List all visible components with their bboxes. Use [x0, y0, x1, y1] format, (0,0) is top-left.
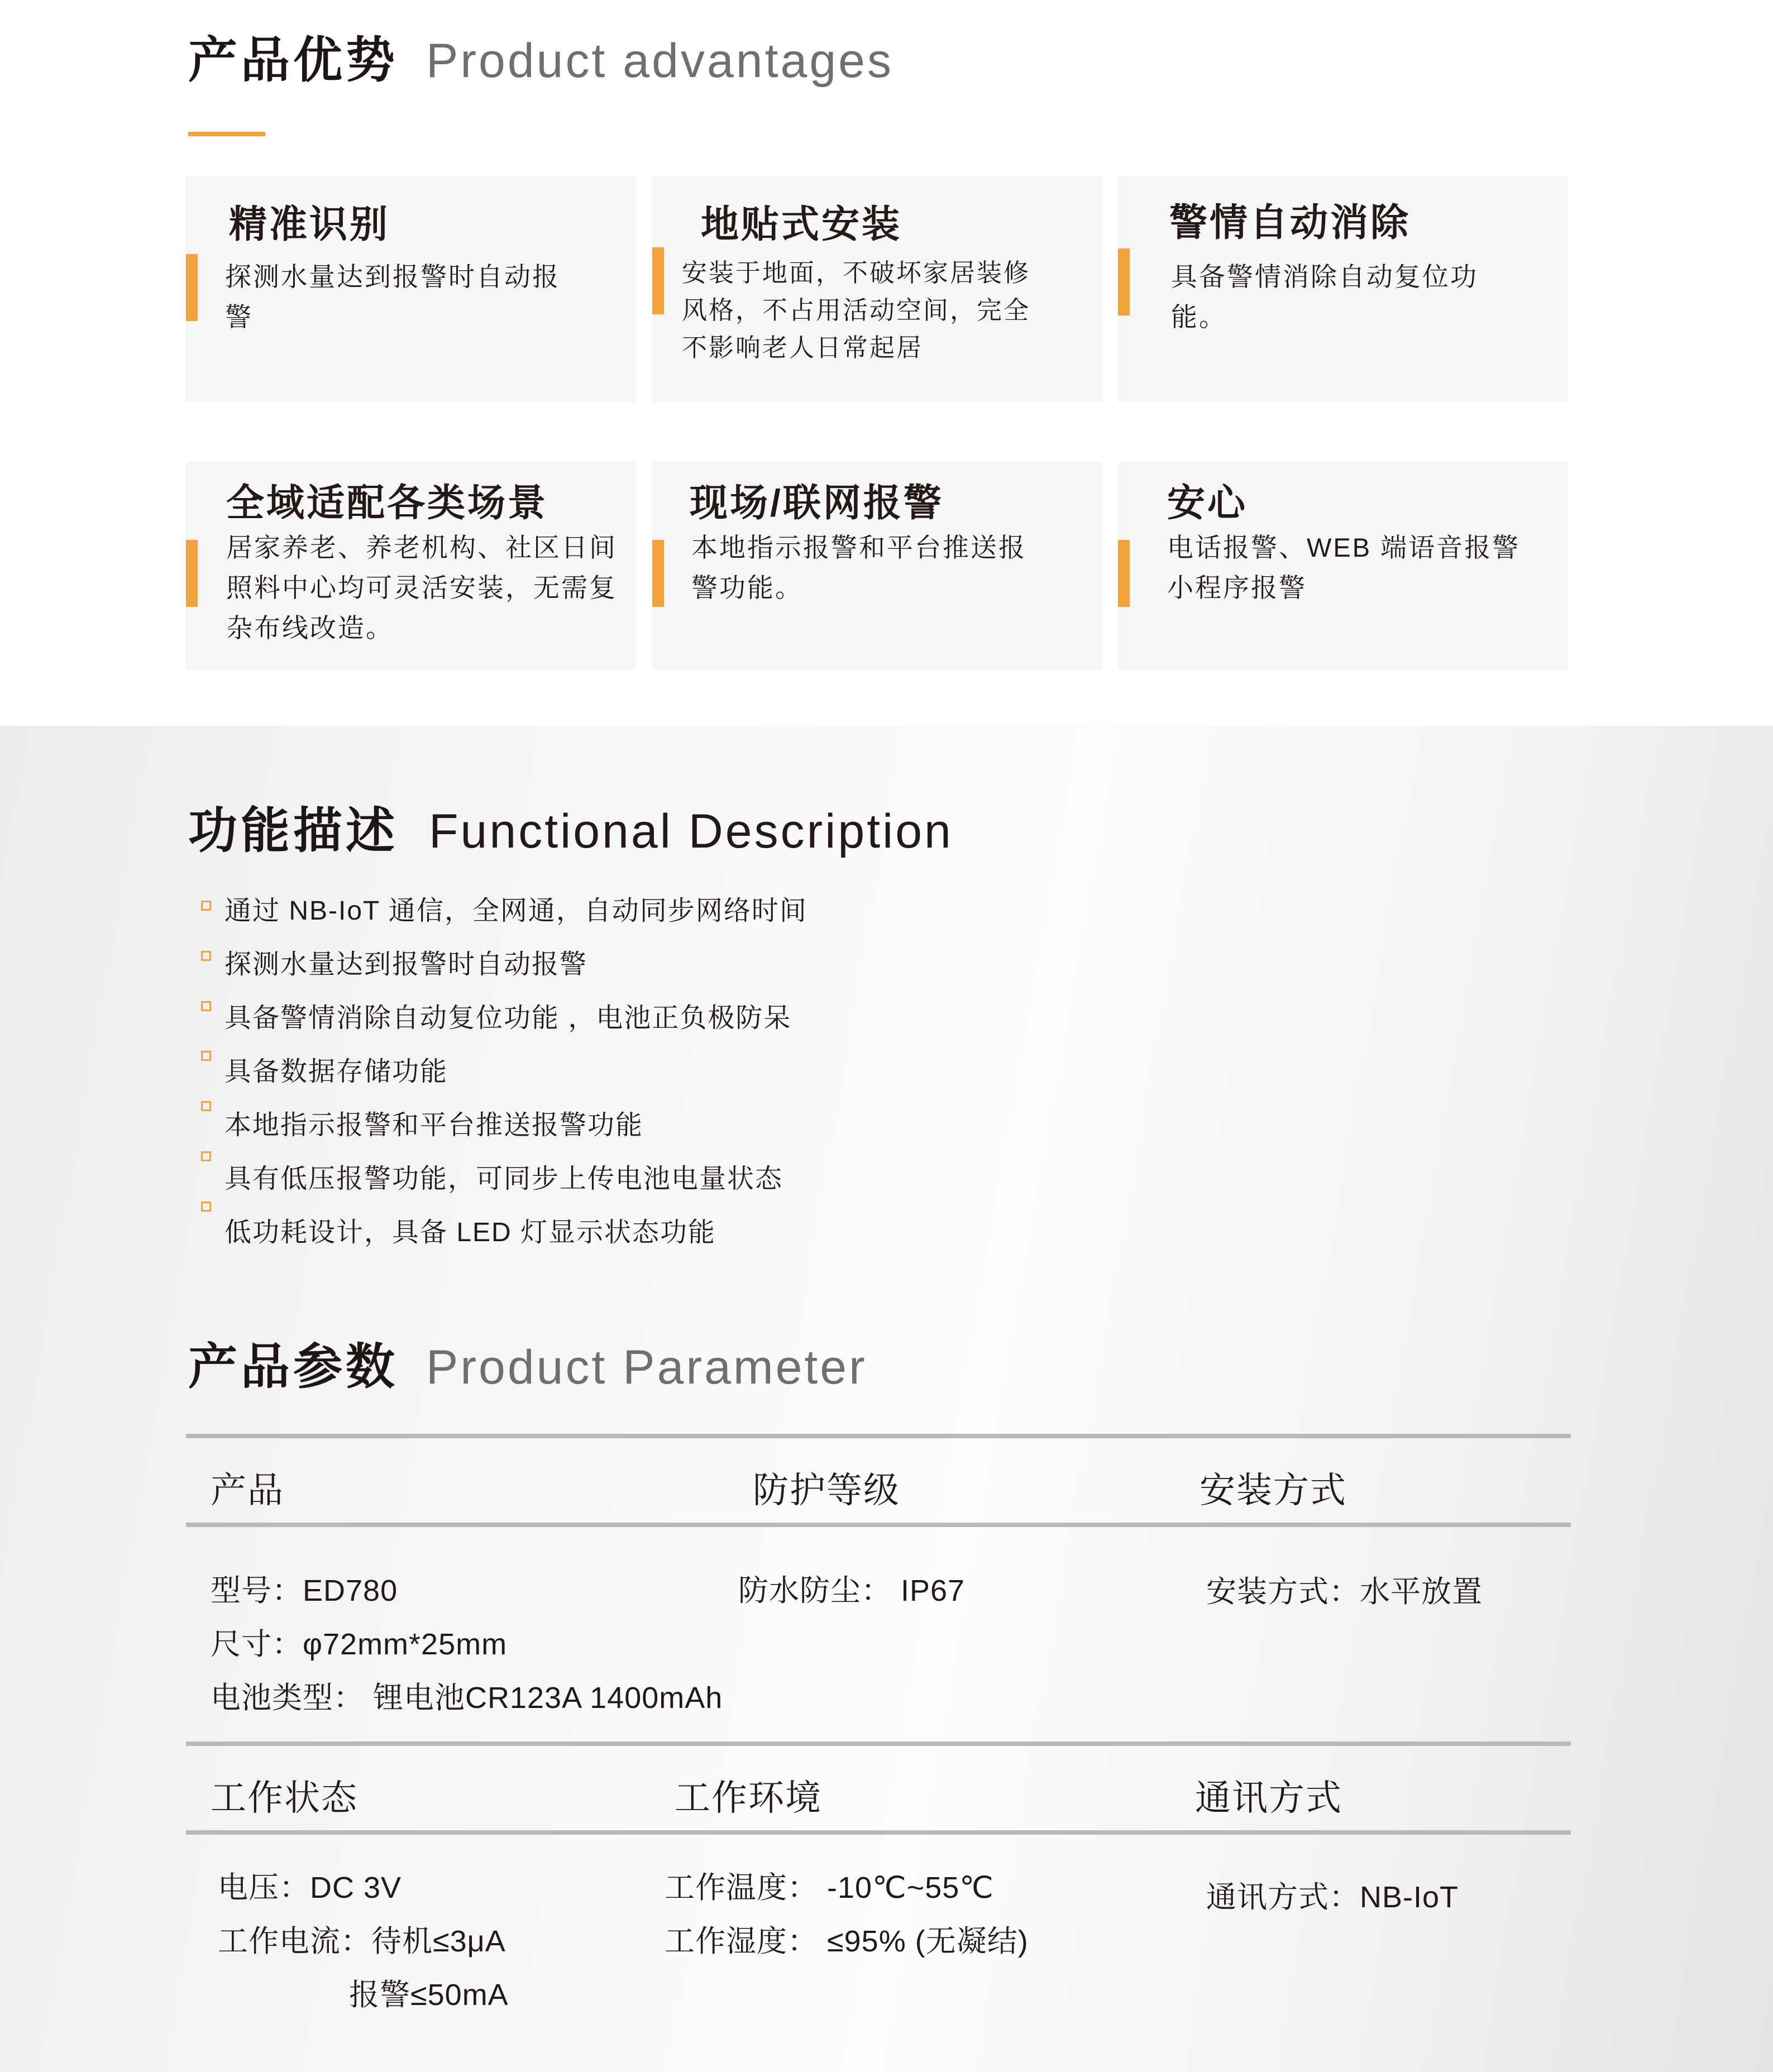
table2-header-status: 工作状态 — [211, 1778, 358, 1818]
table1-cell: 防水防尘： IP67 — [738, 1574, 966, 1607]
advantage-card-4 — [186, 462, 635, 670]
table2-cell: 电压：DC 3V — [218, 1871, 402, 1904]
advantage-card-1 — [186, 176, 635, 402]
table1-header-protection: 防护等级 — [753, 1470, 900, 1510]
card-title: 全域适配各类场景 — [226, 482, 548, 524]
card-title: 现场/联网报警 — [690, 482, 944, 524]
table1-header-product: 产品 — [211, 1470, 284, 1510]
table2-cell: 工作温度： -10℃~55℃ — [665, 1871, 994, 1904]
card-accent-bar — [186, 540, 198, 607]
card-accent-bar — [1118, 248, 1130, 315]
card-text: 安装于地面，不破坏家居装修风格，不占用活动空间，完全不影响老人日常起居 — [682, 259, 1031, 362]
parameters-title — [188, 1328, 867, 1398]
parameters-title-en: Product Parameter — [426, 1341, 867, 1394]
feature-item: 具备数据存储功能 — [224, 1057, 448, 1087]
bullet-square-icon — [201, 1101, 211, 1111]
advantage-card-6 — [1118, 462, 1567, 670]
title-accent-line — [188, 132, 265, 136]
advantages-title-cn: 产品优势 — [188, 32, 399, 88]
card-title: 安心 — [1167, 482, 1248, 524]
advantage-card-2 — [652, 176, 1102, 402]
card-title: 警情自动消除 — [1169, 202, 1411, 244]
table1-cell: 电池类型： 锂电池CR123A 1400mAh — [211, 1681, 723, 1715]
advantage-card-3 — [1118, 176, 1567, 402]
advantage-card-5 — [652, 462, 1102, 670]
functional-title-en: Functional Description — [429, 805, 953, 858]
table2-cell: 报警≤50mA — [349, 1978, 509, 2012]
card-text: 本地指示报警和平台推送报警功能。 — [691, 533, 1026, 602]
feature-item: 低功耗设计，具备 LED 灯显示状态功能 — [224, 1218, 716, 1247]
functional-title — [188, 792, 953, 862]
advantages-title — [188, 21, 893, 92]
card-title: 地贴式安装 — [701, 203, 902, 246]
table-rule-header — [186, 1830, 1571, 1835]
table1-header-installation: 安装方式 — [1199, 1470, 1347, 1510]
table2-header-environment: 工作环境 — [675, 1778, 822, 1818]
table-rule-top — [186, 1741, 1571, 1746]
table-rule-header — [186, 1523, 1571, 1527]
table2-header-communication: 通讯方式 — [1195, 1778, 1342, 1818]
table2-cell: 工作电流：待机≤3μA — [218, 1925, 506, 1958]
functional-title-cn: 功能描述 — [188, 803, 399, 858]
feature-item: 本地指示报警和平台推送报警功能 — [224, 1111, 644, 1140]
feature-item: 通过 NB-IoT 通信，全网通，自动同步网络时间 — [224, 896, 807, 926]
bullet-square-icon — [201, 901, 211, 911]
feature-item: 具备警情消除自动复位功能 ，电池正负极防呆 — [224, 1003, 792, 1033]
parameters-title-cn: 产品参数 — [188, 1339, 399, 1394]
bullet-square-icon — [201, 1151, 211, 1161]
table1-cell: 型号：ED780 — [211, 1574, 398, 1607]
card-accent-bar — [652, 540, 664, 607]
table1-cell: 安装方式：水平放置 — [1206, 1575, 1483, 1609]
table2-cell: 通讯方式：NB-IoT — [1206, 1880, 1459, 1914]
table2-cell: 工作湿度： ≤95% (无凝结) — [665, 1925, 1029, 1958]
card-text: 探测水量达到报警时自动报警 — [225, 262, 560, 332]
card-accent-bar — [652, 247, 664, 314]
card-title: 精准识别 — [229, 203, 390, 246]
card-accent-bar — [1118, 540, 1130, 607]
table-rule-top — [186, 1434, 1571, 1438]
card-text: 具备警情消除自动复位功能。 — [1171, 262, 1478, 332]
advantages-title-en: Product advantages — [426, 34, 893, 88]
bullet-square-icon — [201, 1202, 211, 1212]
card-text: 居家养老、养老机构、社区日间照料中心均可灵活安装，无需复杂布线改造。 — [226, 533, 617, 643]
feature-item: 探测水量达到报警时自动报警 — [224, 950, 588, 979]
feature-item: 具有低压报警功能，可同步上传电池电量状态 — [224, 1164, 783, 1194]
card-accent-bar — [186, 254, 198, 321]
bullet-square-icon — [201, 1051, 211, 1061]
card-text: 电话报警、WEB 端语音报警小程序报警 — [1167, 533, 1521, 602]
table1-cell: 尺寸：φ72mm*25mm — [211, 1628, 508, 1661]
bullet-square-icon — [201, 951, 211, 961]
bullet-square-icon — [201, 1001, 211, 1011]
